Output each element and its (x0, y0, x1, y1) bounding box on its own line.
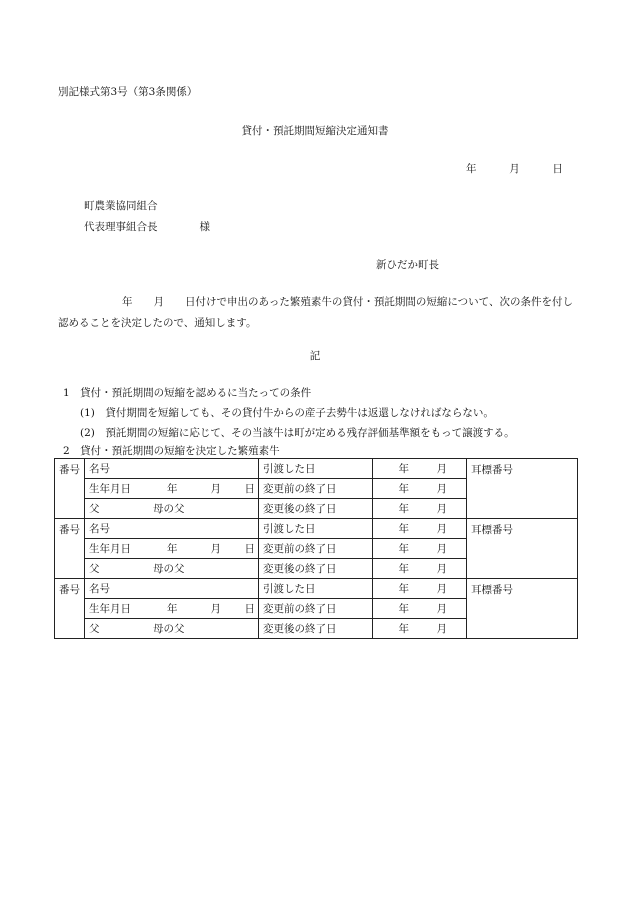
delivery-label: 引渡した日 (259, 519, 373, 539)
number-label: 番号 (55, 459, 85, 519)
end-after-day (447, 621, 467, 636)
parent-cell (85, 559, 259, 579)
birth-label: 生年月日 (89, 483, 131, 495)
delivery-day (447, 461, 467, 476)
birth-day: 日 (244, 543, 255, 555)
end-after-date (373, 499, 467, 519)
end-before-label: 変更前の終了日 (259, 539, 373, 559)
condition-item-2: (2) 預託期間の短縮に応じて、その当該牛は町が定める残存評価基準額をもって譲渡する。 (80, 427, 515, 439)
condition-item-1: (1) 貸付期間を短縮しても、その貸付牛からの産子去勢牛は返還しなければならない。 (80, 407, 494, 419)
end-after-date (373, 559, 467, 579)
delivery-year: 年 (398, 523, 409, 535)
birth-cell (85, 539, 259, 559)
birth-cell (85, 599, 259, 619)
end-after-year: 年 (398, 563, 409, 575)
end-after-day (447, 561, 467, 576)
end-before-label: 変更前の終了日 (259, 479, 373, 499)
birth-year: 年 (167, 483, 178, 495)
mother-father-label: 母の父 (153, 503, 185, 515)
end-before-month: 月 (436, 483, 447, 495)
end-after-date (373, 619, 467, 639)
ear-tag-label: 耳標番号 (467, 519, 578, 579)
delivery-date (373, 579, 467, 599)
form-label: 別記様式第3号（第3条関係） (58, 86, 198, 98)
date-day: 日 (552, 163, 563, 175)
birth-day: 日 (244, 483, 255, 495)
delivery-label: 引渡した日 (259, 459, 373, 479)
table-row (55, 459, 578, 479)
cattle-heading: 2 貸付・預託期間の短縮を決定した繁殖素牛 (63, 445, 280, 457)
name-label: 名号 (85, 519, 259, 539)
table-row (55, 519, 578, 539)
delivery-label: 引渡した日 (259, 579, 373, 599)
delivery-month: 月 (436, 583, 447, 595)
end-after-year: 年 (398, 503, 409, 515)
end-after-month: 月 (436, 623, 447, 635)
cattle-table (54, 458, 578, 639)
end-before-year: 年 (398, 543, 409, 555)
birth-year: 年 (167, 603, 178, 615)
birth-label: 生年月日 (89, 603, 131, 615)
end-before-year: 年 (398, 483, 409, 495)
issue-date (466, 161, 563, 176)
parent-cell (85, 619, 259, 639)
addressee-organization: 町農業協同組合 (84, 200, 158, 212)
end-before-month: 月 (436, 603, 447, 615)
end-after-day (447, 501, 467, 516)
father-label: 父 (89, 503, 100, 515)
end-before-date (373, 539, 467, 559)
father-label: 父 (89, 623, 100, 635)
ear-tag-label: 耳標番号 (467, 579, 578, 639)
delivery-year: 年 (398, 583, 409, 595)
end-before-month: 月 (436, 543, 447, 555)
mother-father-label: 母の父 (153, 623, 185, 635)
notice-paragraph: 年 月 日付けで申出のあった繁殖素牛の貸付・預託期間の短縮について、次の条件を付し認めることを決定したので、通知します。 (58, 296, 573, 329)
end-before-day (447, 601, 467, 616)
birth-month: 月 (210, 543, 221, 555)
delivery-date (373, 519, 467, 539)
number-label: 番号 (55, 579, 85, 639)
end-after-label: 変更後の終了日 (259, 499, 373, 519)
sender-name: 新ひだか町長 (376, 259, 439, 271)
end-before-day (447, 541, 467, 556)
conditions-heading: 1 貸付・預託期間の短縮を認めるに当たっての条件 (63, 387, 312, 399)
birth-month: 月 (210, 483, 221, 495)
end-before-date (373, 599, 467, 619)
end-after-label: 変更後の終了日 (259, 559, 373, 579)
name-label: 名号 (85, 459, 259, 479)
end-before-year: 年 (398, 603, 409, 615)
end-before-date (373, 479, 467, 499)
addressee-representative: 代表理事組合長 様 (84, 221, 210, 233)
end-before-day (447, 481, 467, 496)
name-label: 名号 (85, 579, 259, 599)
ear-tag-label: 耳標番号 (467, 459, 578, 519)
mother-father-label: 母の父 (153, 563, 185, 575)
father-label: 父 (89, 563, 100, 575)
delivery-year: 年 (398, 463, 409, 475)
date-year: 年 (466, 163, 477, 175)
delivery-month: 月 (436, 523, 447, 535)
birth-cell (85, 479, 259, 499)
birth-label: 生年月日 (89, 543, 131, 555)
birth-year: 年 (167, 543, 178, 555)
number-label: 番号 (55, 519, 85, 579)
birth-day: 日 (244, 603, 255, 615)
delivery-month: 月 (436, 463, 447, 475)
ki-heading: 記 (309, 350, 321, 362)
parent-cell (85, 499, 259, 519)
end-after-month: 月 (436, 503, 447, 515)
date-month: 月 (509, 163, 520, 175)
end-after-year: 年 (398, 623, 409, 635)
delivery-date (373, 459, 467, 479)
delivery-day (447, 581, 467, 596)
table-row (55, 579, 578, 599)
end-after-month: 月 (436, 563, 447, 575)
end-before-label: 変更前の終了日 (259, 599, 373, 619)
birth-month: 月 (210, 603, 221, 615)
delivery-day (447, 521, 467, 536)
end-after-label: 変更後の終了日 (259, 619, 373, 639)
document-title: 貸付・預託期間短縮決定通知書 (241, 125, 389, 137)
